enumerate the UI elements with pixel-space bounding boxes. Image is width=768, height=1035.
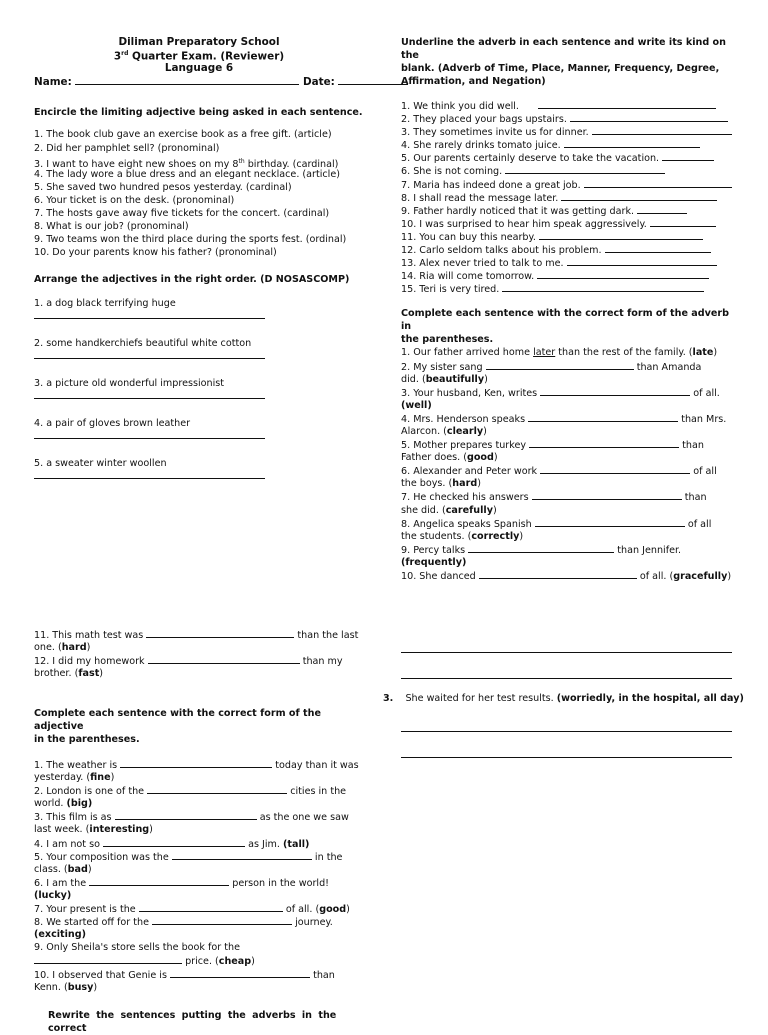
item-keyword: hard <box>61 642 87 654</box>
exam-number: 3 <box>113 50 122 63</box>
adverb-form-item: the boys. (hard) <box>401 478 481 490</box>
answer-blank[interactable] <box>139 902 283 912</box>
limiting-item-text: 3. I want to have eight new shoes on my 8 <box>34 158 239 170</box>
subject-title: Language 6 <box>164 62 234 75</box>
adverb-form-item <box>401 386 737 399</box>
item-text: of all <box>693 466 717 478</box>
adjective-item <box>34 915 370 928</box>
exam-title <box>34 48 364 62</box>
limiting-item: 4. The lady wore a blue dress and an elegant necklace. (article) <box>34 168 340 180</box>
item-text: 10. I observed that Genie is <box>34 969 167 981</box>
adverb-kind-item <box>401 164 737 177</box>
adverb-kind-list <box>401 99 737 295</box>
adjective-item: class. (bad) <box>34 863 92 875</box>
item-text: 11. This math test was <box>34 630 144 641</box>
adverb-form-item: did. (beautifully) <box>401 373 488 385</box>
date-field[interactable] <box>338 75 408 85</box>
answer-blank[interactable] <box>532 490 682 500</box>
adjective-item <box>34 797 370 810</box>
answer-blank[interactable] <box>146 628 294 638</box>
adverb-kind-item <box>401 125 737 138</box>
item-text: 5. Our parents certainly deserve to take the vacation. <box>401 153 660 165</box>
item-text: she did. ( <box>401 504 446 516</box>
adverb-kind-item <box>401 191 737 204</box>
answer-line[interactable] <box>34 398 265 399</box>
limiting-item: 9. Two teams won the third place during the sports fest. (ordinal) <box>34 234 347 246</box>
adverb-form-item <box>401 543 737 556</box>
item-text: than the last <box>297 630 359 641</box>
adverb-kind-item <box>401 269 737 282</box>
answer-blank[interactable] <box>502 282 704 292</box>
answer-blank[interactable] <box>468 543 614 553</box>
adverb-kind-instruction-line: blank. (Adverb of Time, Place, Manner, Frequency, Degree, <box>401 63 720 74</box>
adjective-instruction-line: Complete each sentence with the correct form of the adjective <box>34 708 321 732</box>
answer-line[interactable] <box>34 438 265 439</box>
limiting-item: 1. The book club gave an exercise book as a free gift. (article) <box>34 129 332 141</box>
answer-blank[interactable] <box>103 837 245 847</box>
exam-number-suffix: rd <box>121 50 129 57</box>
adverb-kind-item <box>401 243 737 256</box>
adverb-kind-item <box>401 178 737 191</box>
item-text: 7. Your present is the <box>34 904 136 916</box>
item-keyword: good <box>466 452 494 464</box>
name-field[interactable] <box>75 75 299 85</box>
item-number: 3. <box>383 693 394 704</box>
item-keyword: clearly <box>446 425 484 437</box>
adjective-item: last week. (interesting) <box>34 824 153 836</box>
adverb-form-item: (frequently) <box>401 556 467 568</box>
item-text: the students. ( <box>401 530 472 542</box>
item-text: 4. She rarely drinks tomato juice. <box>401 140 561 152</box>
item-text: than Jennifer. <box>617 544 682 556</box>
item-text: than the rest of the family. ( <box>555 347 693 359</box>
adverb-form-instruction <box>401 307 737 346</box>
adjective-item <box>34 810 370 823</box>
arrange-item-text: 4. a pair of gloves brown leather <box>34 418 191 430</box>
adverb-form-list <box>401 346 737 582</box>
school-name: Diliman Preparatory School <box>118 36 280 48</box>
item-keyword: fine <box>90 772 111 784</box>
item-text: last week. ( <box>34 824 90 836</box>
item-text: than <box>313 969 335 981</box>
limiting-item <box>34 155 370 168</box>
item-text: 3. This film is as <box>34 812 112 824</box>
item-keyword: carefully <box>445 504 493 516</box>
item-text: 8. We started off for the <box>34 917 149 929</box>
arrange-item-text: 1. a dog black terrifying huge <box>34 298 176 310</box>
adverb-form-item <box>401 360 737 373</box>
answer-line[interactable] <box>34 478 265 479</box>
item-text: one. ( <box>34 642 62 654</box>
item-keyword: fast <box>78 668 100 680</box>
answer-blank[interactable] <box>486 360 634 370</box>
item-example-answer: later <box>533 347 556 359</box>
item-keyword: (worriedly, in the hospital, all day) <box>556 693 744 704</box>
item-text: brother. ( <box>34 668 79 680</box>
adverb-form-item: the students. (correctly) <box>401 530 524 542</box>
item-text: than <box>682 440 704 452</box>
item-text: 14. Ria will come tomorrow. <box>401 271 535 283</box>
adverb-form-item <box>401 438 737 451</box>
item-text: cities in the <box>290 786 347 798</box>
answer-blank[interactable] <box>662 151 714 161</box>
answer-blank[interactable] <box>528 412 678 422</box>
answer-blank[interactable] <box>538 99 716 109</box>
adverb-kind-item <box>401 204 737 217</box>
item-text: 15. Teri is very tired. <box>401 284 500 296</box>
limiting-item: 5. She saved two hundred pesos yesterday. (cardinal) <box>34 181 292 193</box>
answer-blank[interactable] <box>170 968 310 978</box>
item-text: 12. I did my homework <box>34 656 145 668</box>
adjective-item: 9. Only Sheila's store sells the book for the <box>34 942 241 954</box>
item-text: 2. They placed your bags upstairs. <box>401 114 567 126</box>
date-label: Date: <box>303 76 335 89</box>
limiting-instruction: Encircle the limiting adjective being asked in each sentence. <box>34 107 363 119</box>
item-keyword: cheap <box>218 956 252 968</box>
limiting-item-sup: th <box>238 157 245 165</box>
answer-blank[interactable] <box>539 230 703 240</box>
item-keyword: (tall) <box>283 838 310 850</box>
item-text: than <box>684 492 707 504</box>
adverb-kind-item <box>401 256 737 269</box>
item-keyword: bad <box>67 863 88 875</box>
item-text: Kenn. ( <box>34 981 68 993</box>
item-text: 1. The weather is <box>34 760 118 771</box>
adverb-kind-item <box>401 112 737 125</box>
adverb-kind-item <box>401 217 737 230</box>
item-text: than Mrs. <box>681 413 727 425</box>
item-text: 4. I am not so <box>34 838 100 850</box>
arrange-item <box>34 378 370 418</box>
item-text: than Amanda <box>636 361 702 373</box>
arrange-instruction: Arrange the adjectives in the right order. (D NOSASCOMP) <box>34 274 350 286</box>
name-date-row <box>34 75 364 88</box>
adjective-item <box>34 784 370 797</box>
item-text: in the <box>314 851 343 863</box>
item-text: She waited for her test results. <box>405 693 557 704</box>
item-text: 1. We think you did well. <box>401 101 519 112</box>
item-text: 7. Maria has indeed done a great job. <box>401 179 581 191</box>
adjective-item <box>34 850 370 863</box>
right-column <box>401 36 737 582</box>
limiting-item: 2. Did her pamphlet sell? (pronominal) <box>34 142 220 154</box>
item-text: of all. ( <box>285 904 320 916</box>
item-text: 8. I shall read the message later. <box>401 192 559 204</box>
item-text: person in the world! <box>232 877 330 889</box>
limiting-item: 8. What is our job? (pronominal) <box>34 221 189 233</box>
adverb-kind-instruction <box>401 36 737 88</box>
arrange-item <box>34 418 370 458</box>
item-keyword: good <box>319 904 347 916</box>
item-text: 6. She is not coming. <box>401 166 503 178</box>
adverb-kind-item <box>401 138 737 151</box>
adjective-instruction-line: in the parentheses. <box>34 734 140 745</box>
answer-blank[interactable] <box>567 256 717 266</box>
item-keyword: busy <box>67 981 94 993</box>
arrange-item-text: 2. some handkerchiefs beautiful white cotton <box>34 338 252 350</box>
adjective-item: 7. Your present is the of all. (good) <box>34 904 350 916</box>
rewrite-item <box>383 693 743 704</box>
answer-blank[interactable] <box>505 164 665 174</box>
answer-blank[interactable] <box>529 438 679 448</box>
header-block <box>34 36 364 88</box>
arrange-list <box>34 298 370 498</box>
adverb-form-item: Father does. (good) <box>401 452 498 464</box>
left-column <box>34 36 370 498</box>
item-text: than my <box>302 656 343 668</box>
item-text: as Jim. <box>248 838 283 850</box>
item-text: world. <box>34 798 67 810</box>
limiting-list <box>34 128 370 259</box>
exam-title-text: Quarter Exam. (Reviewer) <box>128 50 285 63</box>
answer-line[interactable] <box>34 358 265 359</box>
answer-blank[interactable] <box>152 915 292 925</box>
arrange-item <box>34 458 370 498</box>
item-text: 4. Mrs. Henderson speaks <box>401 413 526 425</box>
item-text: 12. Carlo seldom talks about his problem. <box>401 245 602 257</box>
item-text: of all <box>687 518 712 530</box>
item-text: yesterday. ( <box>34 772 91 784</box>
adverb-form-item <box>401 517 737 530</box>
answer-blank[interactable] <box>148 654 300 664</box>
item-text: 13. Alex never tried to talk to me. <box>401 258 564 270</box>
arrange-item-text: 5. a sweater winter woollen <box>34 458 167 470</box>
item-text: of all. ( <box>639 571 674 582</box>
item-text: Father does. ( <box>401 452 467 464</box>
adverb-form-item <box>401 490 737 503</box>
item-keyword: late <box>692 347 714 359</box>
answer-blank[interactable] <box>172 850 312 860</box>
adjective-item: Kenn. (busy) <box>34 981 98 993</box>
item-text: 1. Our father arrived home <box>401 347 534 359</box>
adverb-kind-item <box>401 99 737 112</box>
answer-blank[interactable] <box>564 138 700 148</box>
item-text: of all. <box>693 387 720 399</box>
adverb-form-instruction-line: Complete each sentence with the correct form of the adverb in <box>401 308 729 333</box>
item-keyword: beautifully <box>425 373 485 385</box>
answer-line[interactable] <box>401 757 732 758</box>
adverb-form-item <box>34 628 370 641</box>
answer-blank[interactable] <box>650 217 716 227</box>
adverb-form-item: Alarcon. (clearly) <box>401 425 487 437</box>
item-text: 9. Father hardly noticed that it was getting dark. <box>401 205 635 217</box>
adjective-item: (exciting) <box>34 929 87 941</box>
item-text: 2. London is one of the <box>34 786 145 798</box>
item-text: Alarcon. ( <box>401 425 447 437</box>
item-keyword: hard <box>452 478 478 490</box>
adverb-kind-item <box>401 282 737 295</box>
answer-blank[interactable] <box>637 204 687 214</box>
item-keyword: correctly <box>471 530 520 542</box>
item-text: as the one we saw <box>259 812 349 824</box>
answer-blank[interactable] <box>89 876 229 886</box>
answer-blank[interactable] <box>540 464 690 474</box>
item-text: did. ( <box>401 373 426 385</box>
answer-blank[interactable] <box>479 569 637 579</box>
adjective-item: (lucky) <box>34 889 72 901</box>
answer-blank[interactable] <box>561 191 717 201</box>
answer-line[interactable] <box>401 652 732 653</box>
adverb-form-item: she did. (carefully) <box>401 504 497 516</box>
answer-blank[interactable] <box>537 269 709 279</box>
answer-blank[interactable] <box>605 243 711 253</box>
adjective-item <box>34 876 370 889</box>
adverb-form-item: one. (hard) <box>34 642 91 654</box>
item-keyword: gracefully <box>673 571 728 582</box>
item-keyword: (big) <box>66 798 93 810</box>
item-text: 10. I was surprised to hear him speak aggressively. <box>401 218 647 230</box>
arrange-item-text: 3. a picture old wonderful impressionist <box>34 378 225 390</box>
adjective-item: price. (cheap) <box>34 954 370 967</box>
adjective-item <box>34 837 370 850</box>
item-text: 5. Mother prepares turkey <box>401 440 527 452</box>
rewrite-instruction: Rewrite the sentences putting the adverbs in the correct <box>48 1010 337 1034</box>
limiting-item: 6. Your ticket is on the desk. (pronominal) <box>34 194 235 206</box>
adverb-form-item <box>401 464 737 477</box>
item-text: 6. I am the <box>34 877 87 889</box>
item-text: today than it was <box>275 760 359 771</box>
arrange-item <box>34 298 370 338</box>
item-text: 3. They sometimes invite us for dinner. <box>401 127 589 139</box>
adjective-item <box>34 968 370 981</box>
item-text: 3. Your husband, Ken, writes <box>401 387 538 399</box>
adverb-kind-instruction-line: Affirmation, and Negation) <box>401 76 546 87</box>
item-keyword: interesting <box>89 824 150 836</box>
answer-blank[interactable] <box>540 386 690 396</box>
adverb-kind-item <box>401 230 737 243</box>
answer-blank[interactable] <box>584 178 732 188</box>
answer-blank[interactable] <box>592 125 732 135</box>
item-text: 8. Angelica speaks Spanish <box>401 518 532 530</box>
answer-blank[interactable] <box>34 954 182 964</box>
item-text: 11. You can buy this nearby. <box>401 231 536 243</box>
answer-blank[interactable] <box>147 784 287 794</box>
item-text: 6. Alexander and Peter work <box>401 466 538 478</box>
item-text: the boys. ( <box>401 478 453 490</box>
item-text: class. ( <box>34 863 68 875</box>
item-text: 10. She danced <box>401 571 476 582</box>
adverb-form-continued <box>34 628 370 680</box>
adjective-item: yesterday. (fine) <box>34 772 115 784</box>
limiting-item-rest: birthday. (cardinal) <box>244 158 339 170</box>
item-text: 5. Your composition was the <box>34 851 169 863</box>
adverb-form-item <box>401 412 737 425</box>
answer-blank[interactable] <box>535 517 685 527</box>
adjective-instruction <box>34 707 370 746</box>
adverb-form-item: (well) <box>401 399 432 411</box>
item-text: price. ( <box>185 956 219 968</box>
adverb-form-item <box>34 654 370 667</box>
answer-line[interactable] <box>34 318 265 319</box>
adjective-item <box>34 758 370 771</box>
answer-blank[interactable] <box>115 810 257 820</box>
answer-line[interactable] <box>401 678 732 679</box>
name-label: Name: <box>34 76 72 89</box>
item-text: journey. <box>295 917 333 929</box>
item-text: 2. My sister sang <box>401 361 483 373</box>
item-text: 9. Percy talks <box>401 544 466 556</box>
adverb-form-item: 1. Our father arrived home later than the rest of the family. (late) <box>401 347 718 359</box>
answer-line[interactable] <box>401 731 732 732</box>
adjective-section <box>34 707 370 994</box>
answer-blank[interactable] <box>570 112 728 122</box>
adverb-kind-item <box>401 151 737 164</box>
limiting-item: 10. Do your parents know his father? (pronominal) <box>34 247 277 259</box>
limiting-item: 7. The hosts gave away five tickets for the concert. (cardinal) <box>34 208 330 220</box>
adverb-form-item: 10. She danced of all. (gracefully) <box>401 571 732 582</box>
adverb-form-item: brother. (fast) <box>34 668 104 680</box>
item-text: 7. He checked his answers <box>401 492 529 504</box>
adverb-kind-instruction-line: Underline the adverb in each sentence and write its kind on the <box>401 37 726 61</box>
arrange-item <box>34 338 370 378</box>
adverb-form-instruction-line: the parentheses. <box>401 334 494 346</box>
answer-blank[interactable] <box>120 758 272 768</box>
